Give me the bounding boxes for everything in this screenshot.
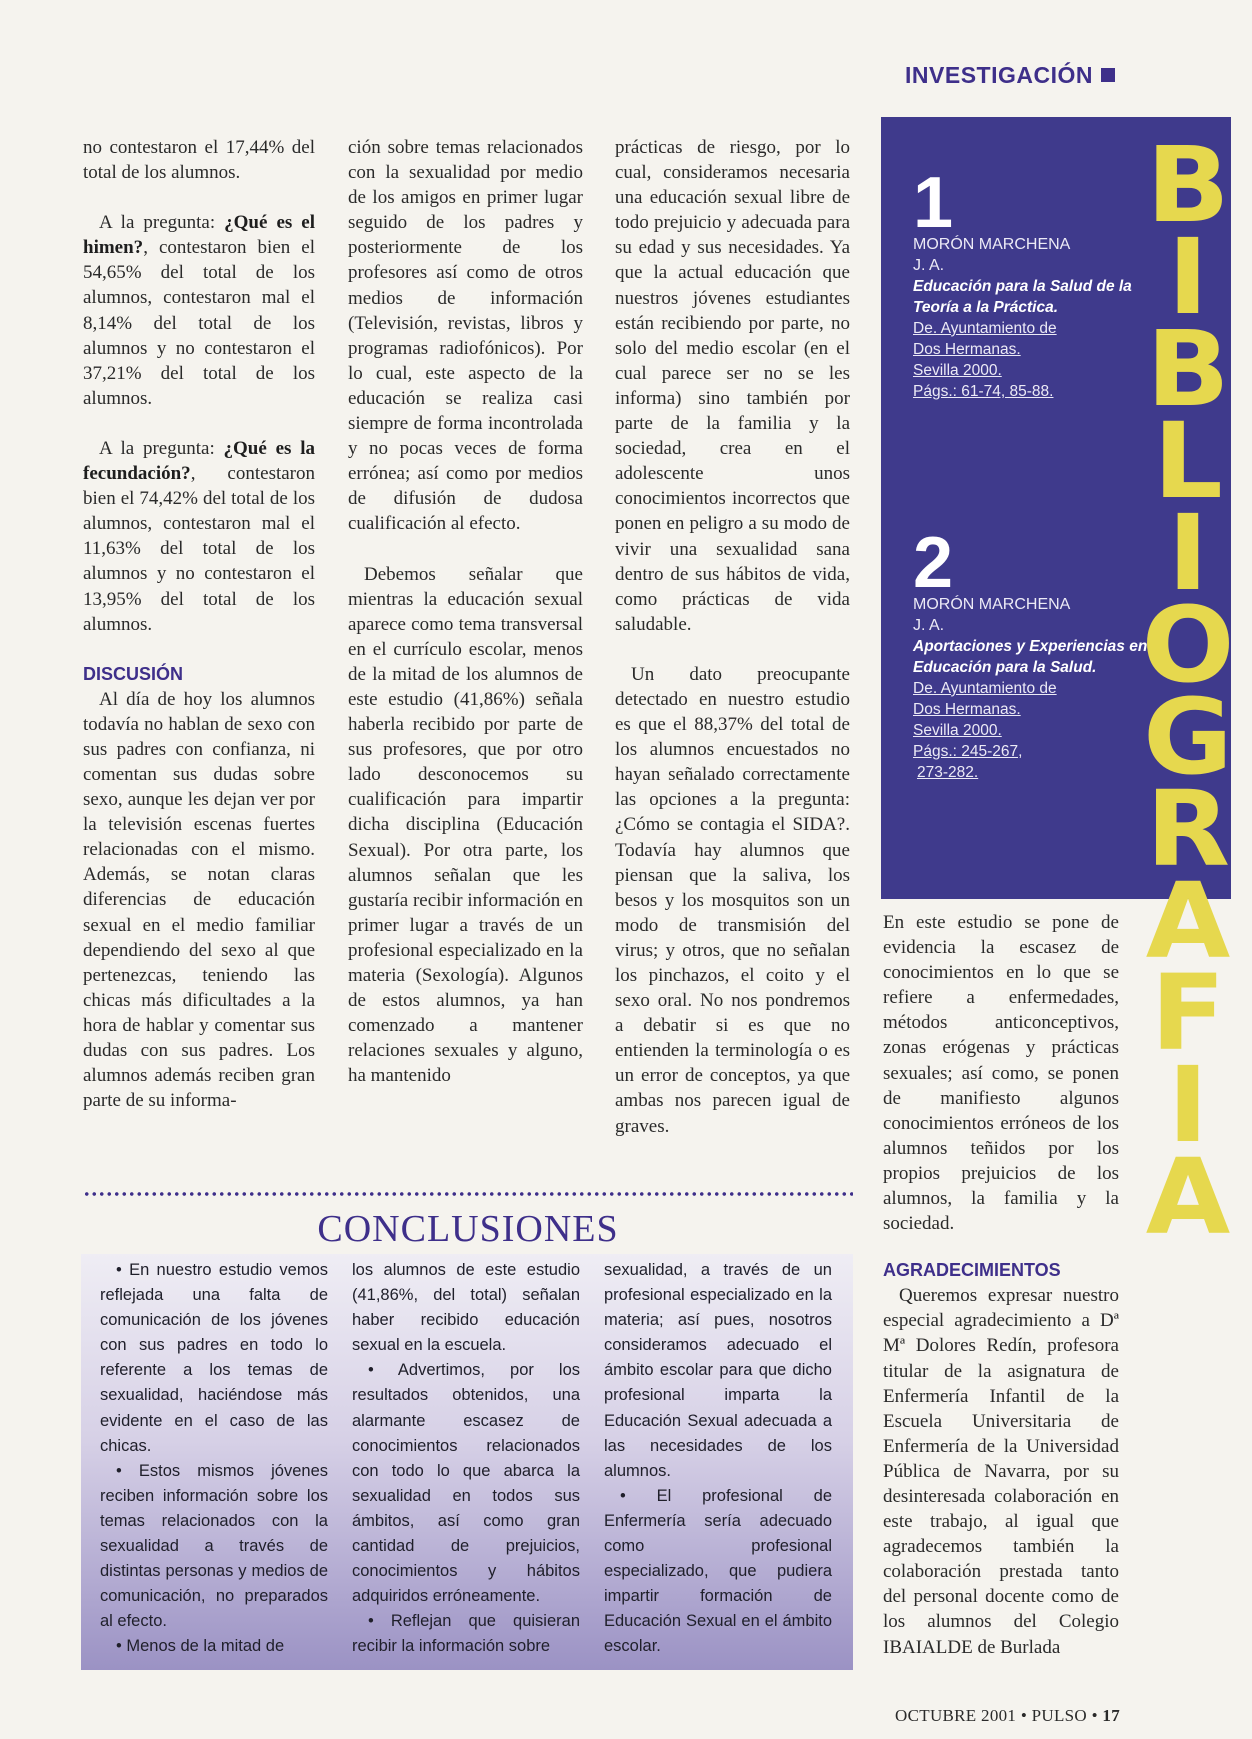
square-icon <box>1101 68 1115 82</box>
paragraph: prácticas de riesgo, por lo cual, consideramos necesaria una educación sexual libre de todo prejuicio y adecuada para su edad y sus necesidades. Ya que la actual educación que nuestros jóvenes estudiantes están recibiendo por parte, no solo del medio escolar (en el cual parece ser no se les informa) sino también por parte de la familia y la sociedad, crea en el adolescente unos conocimientos incorrectos que ponen en peligro a su modo de vivir una sexualidad sana dentro de sus hábitos de vida, como prácticas de vida saludable. <box>615 137 850 635</box>
paragraph: A la pregunta: ¿Qué es la fecundación?, contestaron bien el 74,42% del total de los alumnos, contestaron mal el 11,63% del total de los alumnos y no contestaron el 13,95% del total de los alumnos. <box>83 437 316 635</box>
page-footer: OCTUBRE 2001 • PULSO • 17 <box>895 1706 1120 1725</box>
text-column-4 <box>883 910 1119 1660</box>
conclusions-column-3 <box>604 1258 832 1660</box>
ref-number: 2 <box>913 523 954 603</box>
conclusion-item: • Reflejan que quisieran recibir la información sobre <box>352 1612 580 1656</box>
conclusions-column-1 <box>100 1258 328 1660</box>
conclusion-item: • Estos mismos jóvenes reciben información sobre los temas relacionados con la sexualidad a través de distintas personas y medios de comunicación, no preparados al efecto. <box>100 1461 328 1631</box>
bibliography-ref-1 <box>913 163 1153 402</box>
conclusion-item: sexualidad, a través de un profesional especializado en la materia; así pues, nosotros consideramos adecuado el ámbito escolar para que dicho profesional imparta la Educación Sexual adecuada a las necesidades de los alumnos. <box>604 1261 832 1480</box>
conclusions-title: CONCLUSIONES <box>317 1208 619 1250</box>
ref-publisher: De. Ayuntamiento de Dos Hermanas. Sevilla 2000. Págs.: 245-267, 273-282. <box>913 680 1057 781</box>
conclusion-item: los alumnos de este estudio (41,86%, del total) señalan haber recibido educación sexual en la escuela. <box>352 1261 580 1355</box>
paragraph: Al día de hoy los alumnos todavía no hablan de sexo con sus padres con confianza, ni comentan sus dudas sobre sexo, aunque les dejan ver por la televisión escenas fuertes relacionadas con el mismo. Además, se notan claras diferencias de educación sexual en el medio familiar dependiendo del sexo al que pertenezcas, teniendo las chicas más dificultades a la hora de hablar y comentar sus dudas con sus padres. Los alumnos además reciben gran parte de su informa- <box>83 688 315 1112</box>
bibliography-title: BIBLIOGRAFIA <box>1123 124 1252 1228</box>
ref-number: 1 <box>913 163 954 243</box>
conclusion-item: • En nuestro estudio vemos reflejada una falta de comunicación de los jóvenes con sus padres en todo lo referente a los temas de sexualidad, haciéndose más evidente en el caso de las chicas. <box>100 1261 328 1455</box>
paragraph: no contestaron el 17,44% del total de los alumnos. <box>83 137 315 184</box>
paragraph: ción sobre temas relacionados con la sexualidad por medio de los amigos en primer lugar seguido de los padres y posteriormente de los profesores así como de otros medios de información (Televisión, revistas, libros y programas radiofónicos). Por lo cual, este aspecto de la educación se realiza casi siempre de forma incontrolada y no pocas veces de forma errónea; así como por medios de difusión de dudosa cualificación al efecto. <box>348 137 583 535</box>
conclusion-item: • El profesional de Enfermería sería adecuado como profesional especializado, que pudiera impartir formación de Educación Sexual en el ámbito escolar. <box>604 1486 832 1656</box>
dotted-divider <box>83 1191 853 1197</box>
text-column-3 <box>615 135 850 1139</box>
question: ¿Qué es el himen? <box>83 212 315 259</box>
heading-acknowledgements: AGRADECIMIENTOS <box>883 1260 1061 1281</box>
conclusion-item: • Advertimos, por los resultados obtenidos, una alarmante escasez de conocimientos relacionados con todo lo que abarca la sexualidad en todos sus ámbitos, así como gran cantidad de prejuicios, conocimientos y hábitos adquiridos erróneamente. <box>352 1361 580 1606</box>
ref-author-initials: J. A. <box>913 257 945 274</box>
ref-author: MORÓN MARCHENA <box>913 236 1071 253</box>
paragraph: En este estudio se pone de evidencia la escasez de conocimientos en lo que se refiere a enfermedades, métodos anticonceptivos, zonas erógenas y prácticas sexuales; así como, se ponen de manifiesto algunos conocimientos erróneos de los alumnos teñidos por los propios prejuicios de los alumnos, la familia y la sociedad. <box>883 912 1119 1235</box>
text-column-2 <box>348 135 583 1088</box>
paragraph: Un dato preocupante detectado en nuestro estudio es que el 88,37% del total de los alumnos encuestados no hayan señalado correctamente las opciones a la pregunta: ¿Cómo se contagia el SIDA?. Todavía hay alumnos que piensan que la saliva, los besos y los mosquitos son un modo de transmisión del virus; y otros, que no señalan los pinchazos, el coito y el sexo oral. No nos pondremos a debatir si es que no entienden la terminología o es un error de conceptos, ya que ambas nos parecen igual de graves. <box>615 663 850 1137</box>
footer-magazine: PULSO <box>1031 1706 1087 1725</box>
bibliography-ref-2 <box>913 523 1153 783</box>
paragraph: Debemos señalar que mientras la educación sexual aparece como tema transversal en el currículo escolar, menos de la mitad de los alumnos de este estudio (41,86%) señala haberla recibido por parte de sus profesores, que por otro lado desconocemos su cualificación para impartir dicha disciplina (Educación Sexual). Por otra parte, los alumnos señalan que les gustaría recibir información en primer lugar a través de un profesional especializado en la materia (Sexología). Algunos de estos alumnos, ya han comenzado a mantener relaciones sexuales y alguno, ha mantenido <box>348 563 583 1087</box>
paragraph: A la pregunta: ¿Qué es el himen?, contestaron bien el 54,65% del total de los alumnos, contestaron mal el 8,14% del total de los alumnos y no contestaron el 37,21% del total de los alumnos. <box>83 212 315 409</box>
ref-author: MORÓN MARCHENA <box>913 596 1071 613</box>
conclusion-item: • Menos de la mitad de <box>116 1637 285 1656</box>
ref-author-initials: J. A. <box>913 617 945 634</box>
ref-title: Educación para la Salud de la Teoría a la Práctica. <box>913 278 1132 316</box>
footer-date: OCTUBRE 2001 <box>895 1706 1017 1725</box>
heading-discussion: DISCUSIÓN <box>83 663 184 684</box>
ref-publisher: De. Ayuntamiento de Dos Hermanas. Sevilla 2000. Págs.: 61-74, 85-88. <box>913 320 1057 400</box>
page-number: 17 <box>1102 1706 1120 1725</box>
conclusions-column-2 <box>352 1258 580 1660</box>
ref-title: Aportaciones y Experiencias en Educación para la Salud. <box>913 638 1148 676</box>
text-column-1 <box>83 135 315 1113</box>
paragraph: Queremos expresar nuestro especial agradecimiento a Dª Mª Dolores Redín, profesora titular de la asignatura de Enfermería Infantil de la Escuela Universitaria de Enfermería de la Universidad Pública de Navarra, por su desinteresada colaboración en este trabajo, al igual que agradecemos también la colaboración prestada tanto del personal docente como de los alumnos del Colegio IBAIALDE de Burlada <box>883 1285 1119 1658</box>
question: ¿Qué es la fecundación? <box>83 437 316 485</box>
section-label: INVESTIGACIÓN <box>895 62 1115 89</box>
